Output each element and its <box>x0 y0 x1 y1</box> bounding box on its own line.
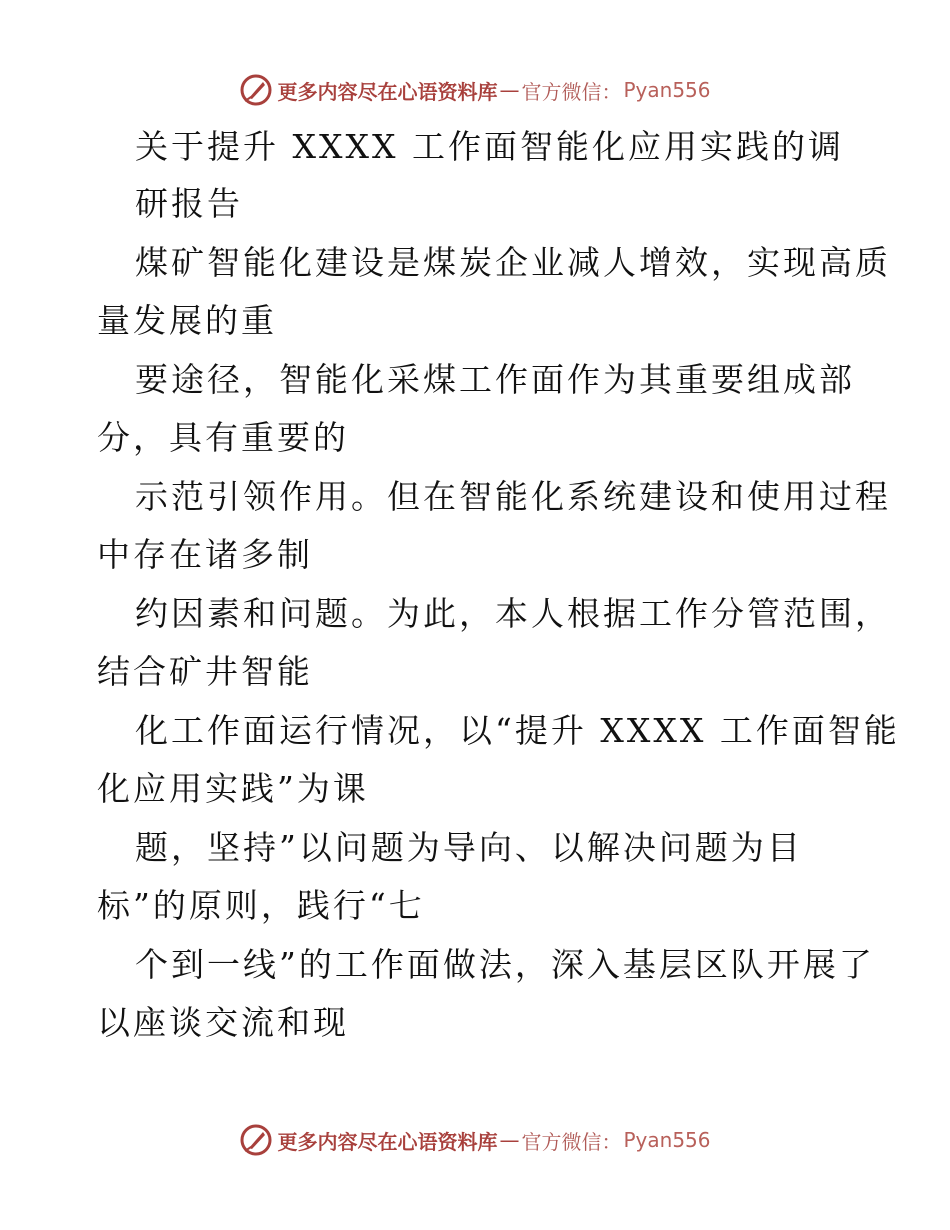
watermark-wechat-id: Pyan556 <box>623 1128 711 1152</box>
watermark-separator: — <box>499 78 520 102</box>
header-watermark <box>0 70 950 110</box>
paragraph-line: 煤矿智能化建设是煤炭企业减人增效，实现高质 <box>135 243 891 282</box>
document-title-line-2: 研报告 <box>135 184 243 223</box>
watermark-brand: 更多内容尽在心语资料库 <box>277 1129 498 1154</box>
watermark-wechat-label: 官方微信： <box>521 79 622 104</box>
paragraph-line: 量发展的重 <box>97 301 277 340</box>
paragraph-line: 题，坚持”以问题为导向、以解决问题为目 <box>135 828 803 867</box>
watermark-wechat-id: Pyan556 <box>623 78 711 102</box>
paragraph-line: 个到一线”的工作面做法，深入基层区队开展了 <box>135 945 875 984</box>
watermark-brand: 更多内容尽在心语资料库 <box>277 79 498 104</box>
paragraph-line: 要途径，智能化采煤工作面作为其重要组成部 <box>135 360 855 399</box>
quill-logo-icon <box>239 1123 273 1157</box>
watermark-wechat-label: 官方微信： <box>521 1129 622 1154</box>
paragraph-line: 中存在诸多制 <box>97 535 313 574</box>
paragraph-line: 约因素和问题。为此，本人根据工作分管范围， <box>135 594 891 633</box>
paragraph-line: 标”的原则，践行“七 <box>97 886 425 925</box>
quill-logo-icon <box>239 73 273 107</box>
paragraph-line: 分，具有重要的 <box>97 418 349 457</box>
paragraph-line: 化工作面运行情况，以“提升 XXXX 工作面智能 <box>135 711 900 750</box>
paragraph-line: 以座谈交流和现 <box>97 1003 349 1042</box>
paragraph-line: 示范引领作用。但在智能化系统建设和使用过程 <box>135 477 891 516</box>
footer-watermark <box>0 1120 950 1160</box>
paragraph-line: 化应用实践”为课 <box>97 769 369 808</box>
document-title-line-1: 关于提升 XXXX 工作面智能化应用实践的调 <box>135 127 844 166</box>
watermark-separator: — <box>499 1128 520 1152</box>
paragraph-line: 结合矿井智能 <box>97 652 313 691</box>
